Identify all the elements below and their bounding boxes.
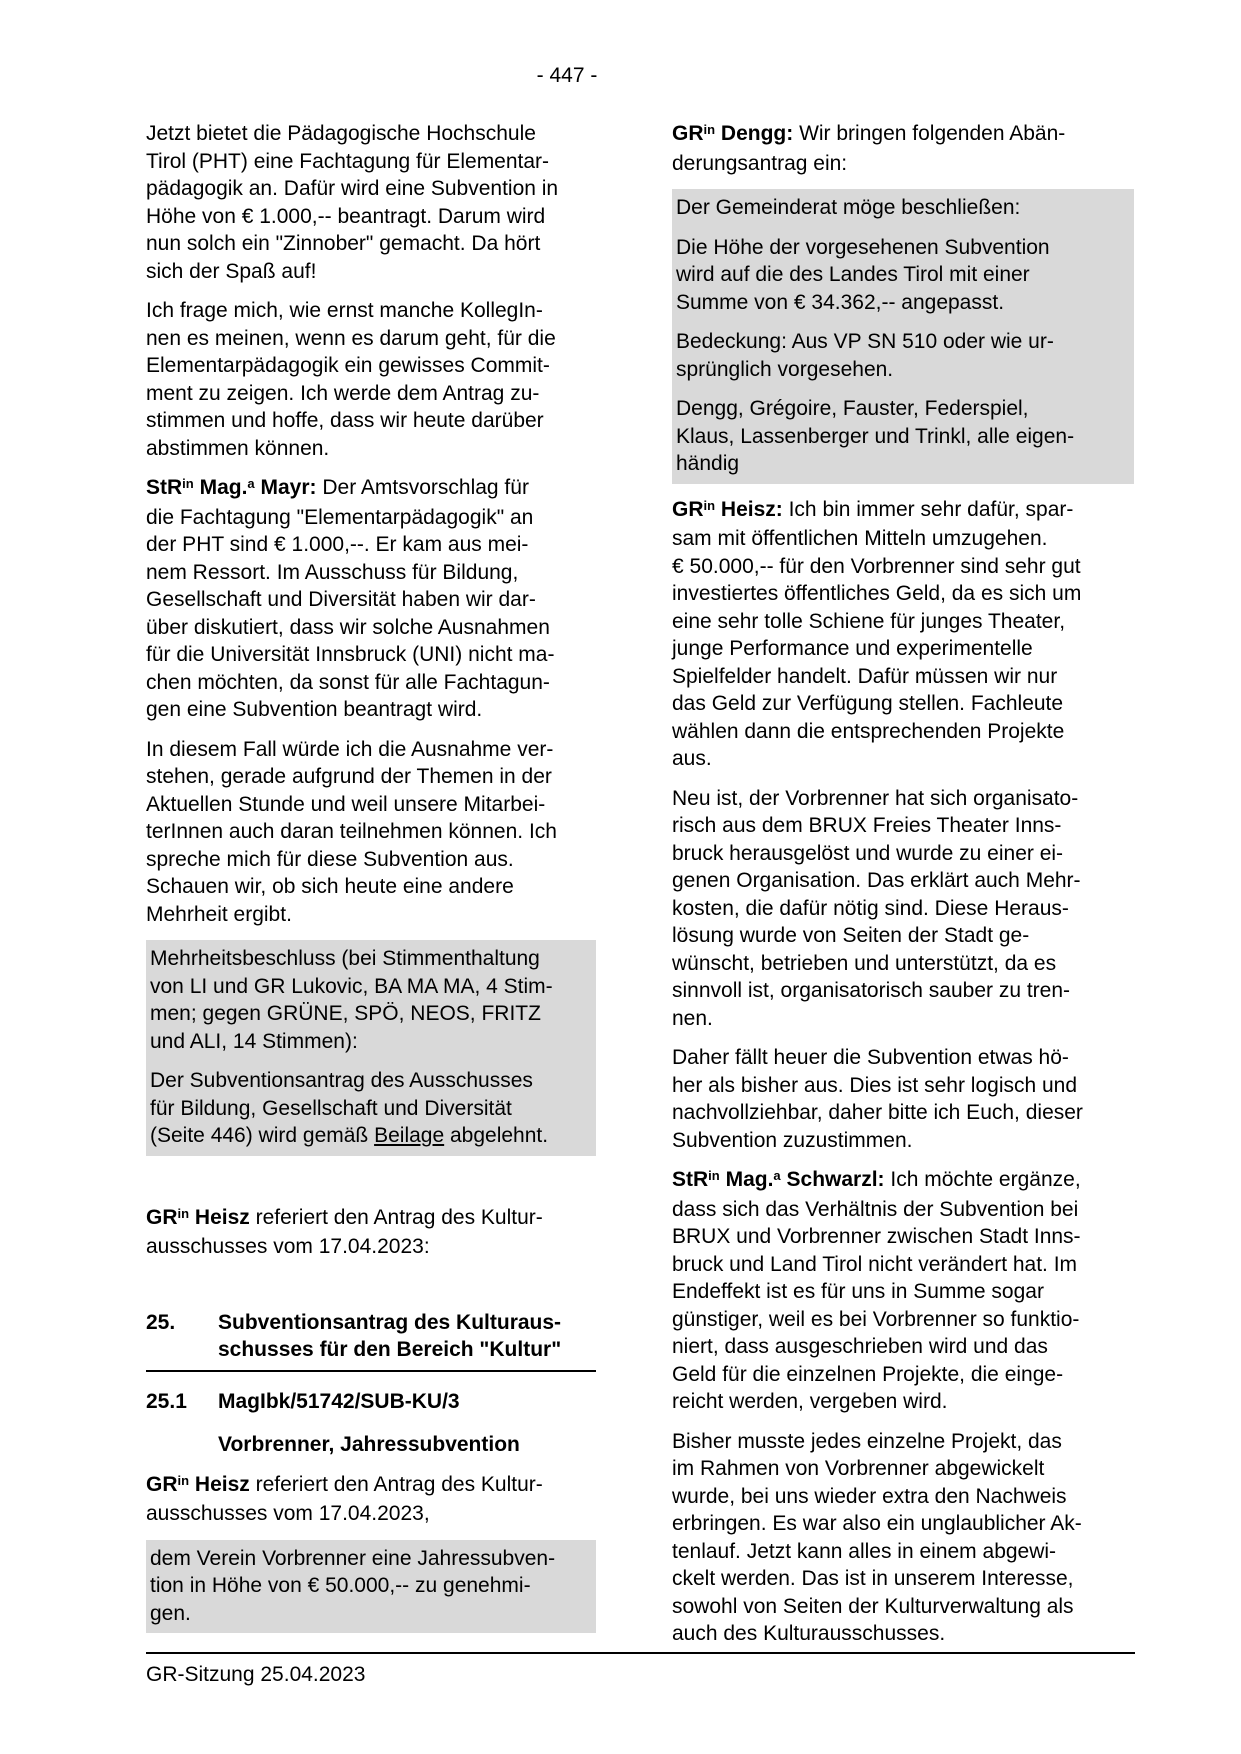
text-segment: sich der Spaß auf!	[146, 259, 317, 283]
text-segment: derungsantrag ein:	[672, 151, 848, 175]
text-segment: (Seite 446) wird gemäß	[150, 1124, 375, 1147]
paragraph	[672, 1428, 1134, 1648]
text-segment: tenlauf. Jetzt kann alles in einem abgewi-	[672, 1539, 1057, 1563]
text-segment: Daher fällt heuer die Subvention etwas hö-	[672, 1046, 1069, 1069]
text-segment: nachvollziehbar, daher bitte ich Euch, dieser	[672, 1101, 1083, 1124]
section-heading	[146, 1388, 596, 1416]
text-segment: nen es meinen, wenn es darum geht, für die	[146, 326, 556, 350]
text-segment: händig	[676, 452, 740, 475]
text-segment: junge Performance und experimentelle	[672, 637, 1033, 660]
text-segment: pädagogik an. Dafür wird eine Subvention in	[146, 177, 559, 200]
amendment-box	[672, 189, 1134, 484]
text-segment: In diesem Fall würde ich die Ausnahme ver-	[146, 737, 554, 761]
text-segment: gen.	[150, 1601, 191, 1625]
text-segment: her als bisher aus. Dies ist sehr logisch und	[672, 1073, 1078, 1097]
text-segment: bruck herausgelöst und wurde zu einer ei-	[672, 841, 1064, 865]
text-segment: und ALI, 14 Stimmen):	[150, 1029, 358, 1053]
text-segment: sam mit öffentlichen Mitteln umzugehen.	[672, 527, 1048, 550]
text-segment: nun solch ein "Zinnober" gemacht. Da hört	[146, 232, 541, 255]
text-segment: eine sehr tolle Schiene für junges Theater,	[672, 609, 1066, 633]
subsection-heading	[218, 1431, 596, 1459]
text-segment: kosten, die dafür nötig sind. Diese Heraus-	[672, 896, 1069, 920]
section-number: 25.1	[146, 1389, 187, 1413]
text-segment: Gesellschaft und Diversität haben wir dar-	[146, 588, 536, 611]
motion-box	[146, 1540, 596, 1634]
text-segment: über diskutiert, dass wir solche Ausnahmen	[146, 615, 550, 639]
text-segment: genen Organisation. Das erklärt auch Mehr-	[672, 869, 1081, 892]
paragraph	[672, 1166, 1134, 1416]
text-segment: chen möchten, da sonst für alle Fachtagun-	[146, 670, 550, 694]
highlight-paragraph	[676, 234, 1128, 317]
text-segment: günstiger, weil es bei Vorbrenner so funktio-	[672, 1307, 1080, 1331]
left-column	[146, 120, 596, 1645]
text-segment: Die Höhe der vorgesehenen Subvention	[676, 235, 1050, 259]
text-segment: Aktuellen Stunde und weil unsere Mitarbei-	[146, 792, 546, 816]
footer-text: GR-Sitzung 25.04.2023	[146, 1663, 366, 1686]
highlight-paragraph	[676, 194, 1128, 222]
paragraph	[672, 785, 1134, 1033]
text-segment: reicht werden, vergeben wird.	[672, 1390, 948, 1413]
text-segment: im Rahmen von Vorbrenner abgewickelt	[672, 1457, 1045, 1480]
page-number: - 447 -	[536, 64, 598, 87]
highlight-paragraph	[150, 1545, 590, 1628]
text-segment: nem Ressort. Im Ausschuss für Bildung,	[146, 560, 519, 584]
speaker-name-segment: in	[182, 476, 194, 492]
speaker-name-segment: in	[703, 122, 716, 138]
text-segment: Subvention zuzustimmen.	[672, 1128, 913, 1152]
right-column	[672, 120, 1134, 1660]
text-segment: Subventionsantrag des Kulturaus-	[218, 1310, 562, 1334]
text-segment: referiert den Antrag des Kultur-	[249, 1205, 543, 1229]
text-segment: Mehrheit ergibt.	[146, 902, 292, 926]
text-segment: das Geld zur Verfügung stellen. Fachleute	[672, 692, 1064, 715]
speaker-name-segment: GR	[146, 1472, 178, 1496]
speaker-name-segment: GR	[672, 497, 704, 521]
text-segment: Tirol (PHT) eine Fachtagung für Elementar-	[146, 149, 550, 173]
text-segment: Endeffekt ist es für uns in Summe sogar	[672, 1280, 1044, 1303]
speaker-name-segment: Dengg:	[715, 122, 794, 145]
text-segment: Mehrheitsbeschluss (bei Stimmenthaltung	[150, 947, 540, 970]
text-segment: Der Subventionsantrag des Ausschusses	[150, 1069, 533, 1092]
text-segment: von LI und GR Lukovic, BA MA MA, 4 Stim-	[150, 974, 553, 998]
speaker-name-segment: in	[177, 1205, 190, 1221]
text-segment: Jetzt bietet die Pädagogische Hochschule	[146, 122, 536, 145]
text-segment: stehen, gerade aufgrund der Themen in der	[146, 765, 552, 788]
speaker-name-segment: in	[177, 1472, 190, 1488]
text-segment: risch aus dem BRUX Freies Theater Inns-	[672, 814, 1062, 837]
speaker-name-segment: Heisz:	[715, 497, 783, 521]
page-footer	[146, 1652, 1135, 1689]
text-segment: wird auf die des Landes Tirol mit einer	[676, 263, 1030, 286]
speaker-name-segment: GR	[672, 122, 704, 145]
speaker-name-segment: Mag.	[719, 1168, 774, 1191]
speaker-name-segment: Schwarzl:	[780, 1168, 885, 1191]
beilage-reference: Beilage	[374, 1124, 445, 1147]
text-segment: investiertes öffentliches Geld, da es sich um	[672, 582, 1082, 605]
section-number: 25.	[146, 1310, 176, 1334]
text-segment: Schauen wir, ob sich heute eine andere	[146, 875, 514, 898]
speaker-name-segment: in	[708, 1168, 720, 1184]
speaker-name-segment: StR	[672, 1168, 709, 1191]
paragraph	[146, 1471, 596, 1528]
text-segment: Spielfelder handelt. Dafür müssen wir nur	[672, 664, 1058, 688]
text-segment: sprünglich vorgesehen.	[676, 357, 894, 381]
text-segment: wünscht, betrieben und unterstützt, da es	[672, 951, 1057, 975]
text-segment: abstimmen können.	[146, 436, 330, 460]
text-segment: gen eine Subvention beantragt wird.	[146, 698, 483, 721]
speaker-name-segment: GR	[146, 1205, 178, 1229]
text-segment: niert, dass ausgeschrieben wird und das	[672, 1335, 1048, 1358]
text-segment: der PHT sind € 1.000,--. Er kam aus mei-	[146, 533, 529, 556]
text-segment: bruck und Land Tirol nicht verändert hat. Im	[672, 1252, 1078, 1276]
text-segment: nen.	[672, 1006, 713, 1030]
vote-result-box	[146, 940, 596, 1156]
text-segment: dem Verein Vorbrenner eine Jahressubven-	[150, 1546, 556, 1570]
section-heading-text	[218, 1388, 460, 1416]
section-heading	[146, 1309, 596, 1372]
text-segment: Wir bringen folgenden Abän-	[793, 122, 1066, 145]
text-segment: Neu ist, der Vorbrenner hat sich organisato-	[672, 786, 1079, 810]
text-segment: abgelehnt.	[444, 1124, 549, 1147]
text-segment: Elementarpädagogik ein gewisses Commit-	[146, 354, 550, 377]
paragraph	[146, 474, 596, 724]
text-segment: spreche mich für diese Subvention aus.	[146, 847, 514, 871]
speaker-name-segment: a	[773, 1168, 781, 1184]
highlight-paragraph	[150, 1067, 590, 1150]
text-segment: Ich bin immer sehr dafür, spar-	[782, 497, 1074, 521]
section-heading-text	[218, 1309, 561, 1364]
text-segment: für die Universität Innsbruck (UNI) nicht ma-	[146, 643, 555, 666]
paragraph	[672, 1044, 1134, 1154]
text-segment: referiert den Antrag des Kultur-	[249, 1472, 543, 1496]
text-segment: dass sich das Verhältnis der Subvention bei	[672, 1197, 1079, 1221]
text-segment: Der Gemeinderat möge beschließen:	[676, 196, 1021, 219]
spacer	[146, 1273, 596, 1309]
text-segment: Bedeckung: Aus VP SN 510 oder wie ur-	[676, 330, 1054, 353]
text-segment: ckelt werden. Das ist in unserem Interesse,	[672, 1567, 1074, 1590]
speaker-name-segment: in	[703, 497, 716, 513]
text-segment: terInnen auch daran teilnehmen können. Ich	[146, 820, 557, 843]
text-segment: die Fachtagung "Elementarpädagogik" an	[146, 505, 534, 529]
text-segment: Geld für die einzelnen Projekte, die einge-	[672, 1362, 1064, 1386]
text-segment: wurde, bei uns wieder extra den Nachweis	[672, 1484, 1067, 1508]
speaker-name-segment: Heisz	[189, 1472, 250, 1496]
paragraph	[672, 120, 1134, 177]
paragraph	[672, 496, 1134, 773]
text-segment: lösung wurde von Seiten der Stadt ge-	[672, 924, 1030, 947]
text-segment: Der Amtsvorschlag für	[316, 476, 529, 499]
text-segment: sinnvoll ist, organisatorisch sauber zu tren-	[672, 979, 1071, 1002]
highlight-paragraph	[676, 328, 1128, 383]
paragraph	[146, 120, 596, 285]
text-segment: Vorbrenner, Jahressubvention	[218, 1433, 520, 1456]
text-segment: Klaus, Lassenberger und Trinkl, alle eigen-	[676, 424, 1075, 448]
text-segment: ausschusses vom 17.04.2023,	[146, 1502, 430, 1525]
text-segment: aus.	[672, 747, 712, 770]
text-segment: Höhe von € 1.000,-- beantragt. Darum wird	[146, 204, 546, 228]
highlight-paragraph	[676, 395, 1128, 478]
text-segment: € 50.000,-- für den Vorbrenner sind sehr gut	[672, 554, 1081, 578]
spacer	[146, 1168, 596, 1204]
speaker-name-segment: Mag.	[193, 476, 248, 499]
text-segment: Summe von € 34.362,-- angepasst.	[676, 290, 1005, 314]
paragraph	[146, 736, 596, 929]
text-segment: schusses für den Bereich "Kultur"	[218, 1338, 562, 1361]
text-segment: wählen dann die entsprechenden Projekte	[672, 719, 1065, 743]
text-segment: sowohl von Seiten der Kulturverwaltung als	[672, 1594, 1074, 1618]
text-segment: für Bildung, Gesellschaft und Diversität	[150, 1096, 512, 1120]
paragraph	[146, 1204, 596, 1261]
text-segment: stimmen und hoffe, dass wir heute darüber	[146, 409, 544, 432]
text-segment: ment zu zeigen. Ich werde dem Antrag zu-	[146, 381, 540, 405]
speaker-name-segment: a	[247, 476, 255, 492]
text-segment: MagIbk/51742/SUB-KU/3	[218, 1389, 460, 1413]
text-segment: men; gegen GRÜNE, SPÖ, NEOS, FRITZ	[150, 1002, 541, 1025]
text-segment: Bisher musste jedes einzelne Projekt, das	[672, 1429, 1062, 1453]
text-segment: Ich möchte ergänze,	[884, 1168, 1081, 1191]
highlight-paragraph	[150, 945, 590, 1055]
text-segment: Ich frage mich, wie ernst manche KollegIn-	[146, 299, 543, 322]
speaker-name-segment: Mayr:	[254, 476, 317, 499]
text-segment: ausschusses vom 17.04.2023:	[146, 1235, 430, 1258]
text-segment: BRUX und Vorbrenner zwischen Stadt Inns-	[672, 1225, 1081, 1248]
speaker-name-segment: Heisz	[189, 1205, 250, 1229]
text-segment: auch des Kulturausschusses.	[672, 1622, 946, 1645]
text-segment: erbringen. Es war also ein unglaublicher Ak-	[672, 1512, 1082, 1535]
text-segment: tion in Höhe von € 50.000,-- zu genehmi-	[150, 1574, 531, 1597]
paragraph	[146, 297, 596, 462]
speaker-name-segment: StR	[146, 476, 183, 499]
text-segment: Dengg, Grégoire, Fauster, Federspiel,	[676, 397, 1029, 420]
